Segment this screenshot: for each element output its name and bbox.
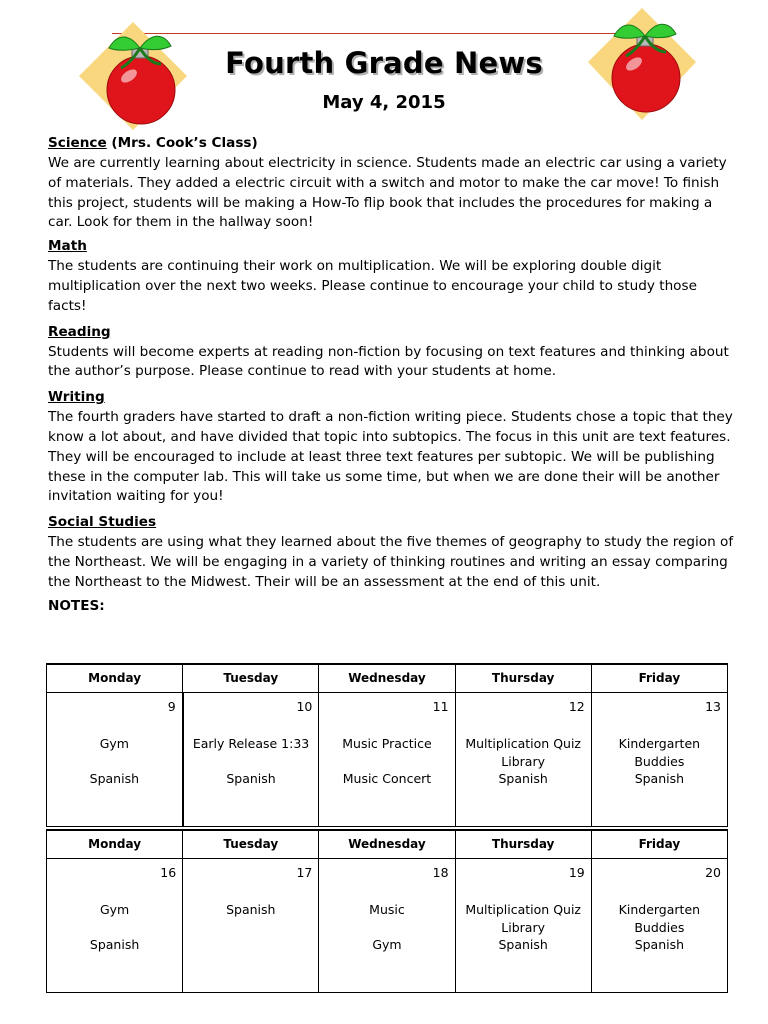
day-number: 13 — [705, 698, 721, 714]
newsletter-date: May 4, 2015 — [322, 92, 446, 113]
event: Music Practice — [342, 735, 432, 751]
event: Spanish — [634, 936, 685, 952]
event: Early Release 1:33 — [192, 735, 310, 751]
calendar-day-cell — [47, 858, 183, 992]
event: Spanish — [89, 936, 140, 952]
event: Gym — [99, 901, 130, 917]
day-number: 9 — [167, 698, 176, 714]
day-header: Thursday — [455, 664, 591, 692]
day-number: 12 — [568, 698, 585, 714]
event: Gym — [372, 936, 402, 952]
calendar-day-cell — [319, 858, 455, 992]
day-header: Tuesday — [183, 830, 319, 858]
event: Kindergarten Buddies — [618, 901, 701, 935]
event: Spanish — [226, 901, 276, 917]
newsletter-title: Fourth Grade News — [225, 46, 543, 80]
christmas-ornament-icon — [75, 18, 195, 148]
day-number: 20 — [705, 864, 721, 880]
calendar-day-cell — [591, 858, 727, 992]
calendar-day-cell — [455, 858, 591, 992]
calendar-day-cell — [319, 692, 455, 826]
section-body-writing: The fourth graders have started to draft a non-fiction writing piece. Students chose a topic that they know a lot about, and have divided that topic into subtopics. The focus in this unit are text features. They will be encouraged to include at least three text features per subtopic. We will be publishing these in the computer lab. This will take us some time, but when we are done their will be another invitation waiting for you! — [48, 409, 733, 505]
event: Music Concert — [342, 770, 432, 786]
day-header: Wednesday — [319, 664, 455, 692]
event: Library — [501, 919, 546, 935]
section-heading-math: Math — [48, 238, 87, 255]
section-heading-writing: Writing — [48, 389, 105, 406]
day-header: Friday — [591, 830, 727, 858]
day-number: 18 — [432, 864, 449, 880]
section-heading-social-studies: Social Studies — [48, 514, 157, 531]
newsletter-body — [48, 132, 738, 616]
day-header: Thursday — [455, 830, 591, 858]
calendar-day-cell — [183, 858, 319, 992]
event: Spanish — [89, 770, 140, 786]
calendar-day-cell — [47, 692, 183, 826]
section-body-social-studies: The students are using what they learned about the five themes of geography to study the region of the Northeast. We will be engaging in a variety of thinking routines and writing an essay comparing the Northeast to the Midwest. Their will be an assessment at the end of this unit. — [48, 534, 734, 590]
section-body-science: We are currently learning about electricity in science. Students made an electric car using a variety of materials. They added a electric circuit with a switch and motor to make the car move! To finish this project, students will be making a How-To flip book that includes the procedures for making a car. Look for them in the hallway soon! — [48, 155, 727, 231]
calendar-day-cell — [455, 692, 591, 826]
event: Spanish — [498, 770, 548, 786]
event: Spanish — [498, 936, 548, 952]
calendar-week-2 — [46, 829, 728, 993]
calendar-day-cell — [591, 692, 727, 826]
day-number: 19 — [568, 864, 585, 880]
calendar-day-cell — [183, 692, 319, 826]
section-body-reading: Students will become experts at reading non-fiction by focusing on text features and thinking about the author’s purpose. Please continue to read with your students at home. — [48, 343, 729, 380]
event: Kindergarten Buddies — [618, 735, 701, 769]
section-heading-science: Science (Mrs. Cook’s Class) — [48, 135, 258, 151]
day-header: Tuesday — [183, 664, 319, 692]
day-number: 17 — [296, 864, 313, 880]
day-number: 11 — [432, 698, 449, 714]
day-header: Wednesday — [319, 830, 455, 858]
section-heading-reading: Reading — [48, 323, 111, 340]
day-number: 16 — [160, 864, 177, 880]
day-header: Monday — [47, 664, 183, 692]
event: Library — [501, 753, 546, 769]
day-header: Friday — [591, 664, 727, 692]
calendar-week-1 — [46, 663, 728, 827]
day-number: 10 — [296, 698, 313, 714]
event: Music — [369, 901, 405, 917]
day-header: Monday — [47, 830, 183, 858]
event: Spanish — [226, 770, 276, 786]
event: Multiplication Quiz — [465, 901, 581, 917]
event: Gym — [99, 735, 129, 751]
section-body-math: The students are continuing their work on multiplication. We will be exploring double digit multiplication over the next two weeks. Please continue to encourage your child to study those facts! — [48, 258, 697, 314]
event: Spanish — [634, 770, 685, 786]
notes-label: NOTES: — [48, 597, 105, 614]
event: Multiplication Quiz — [465, 735, 581, 751]
